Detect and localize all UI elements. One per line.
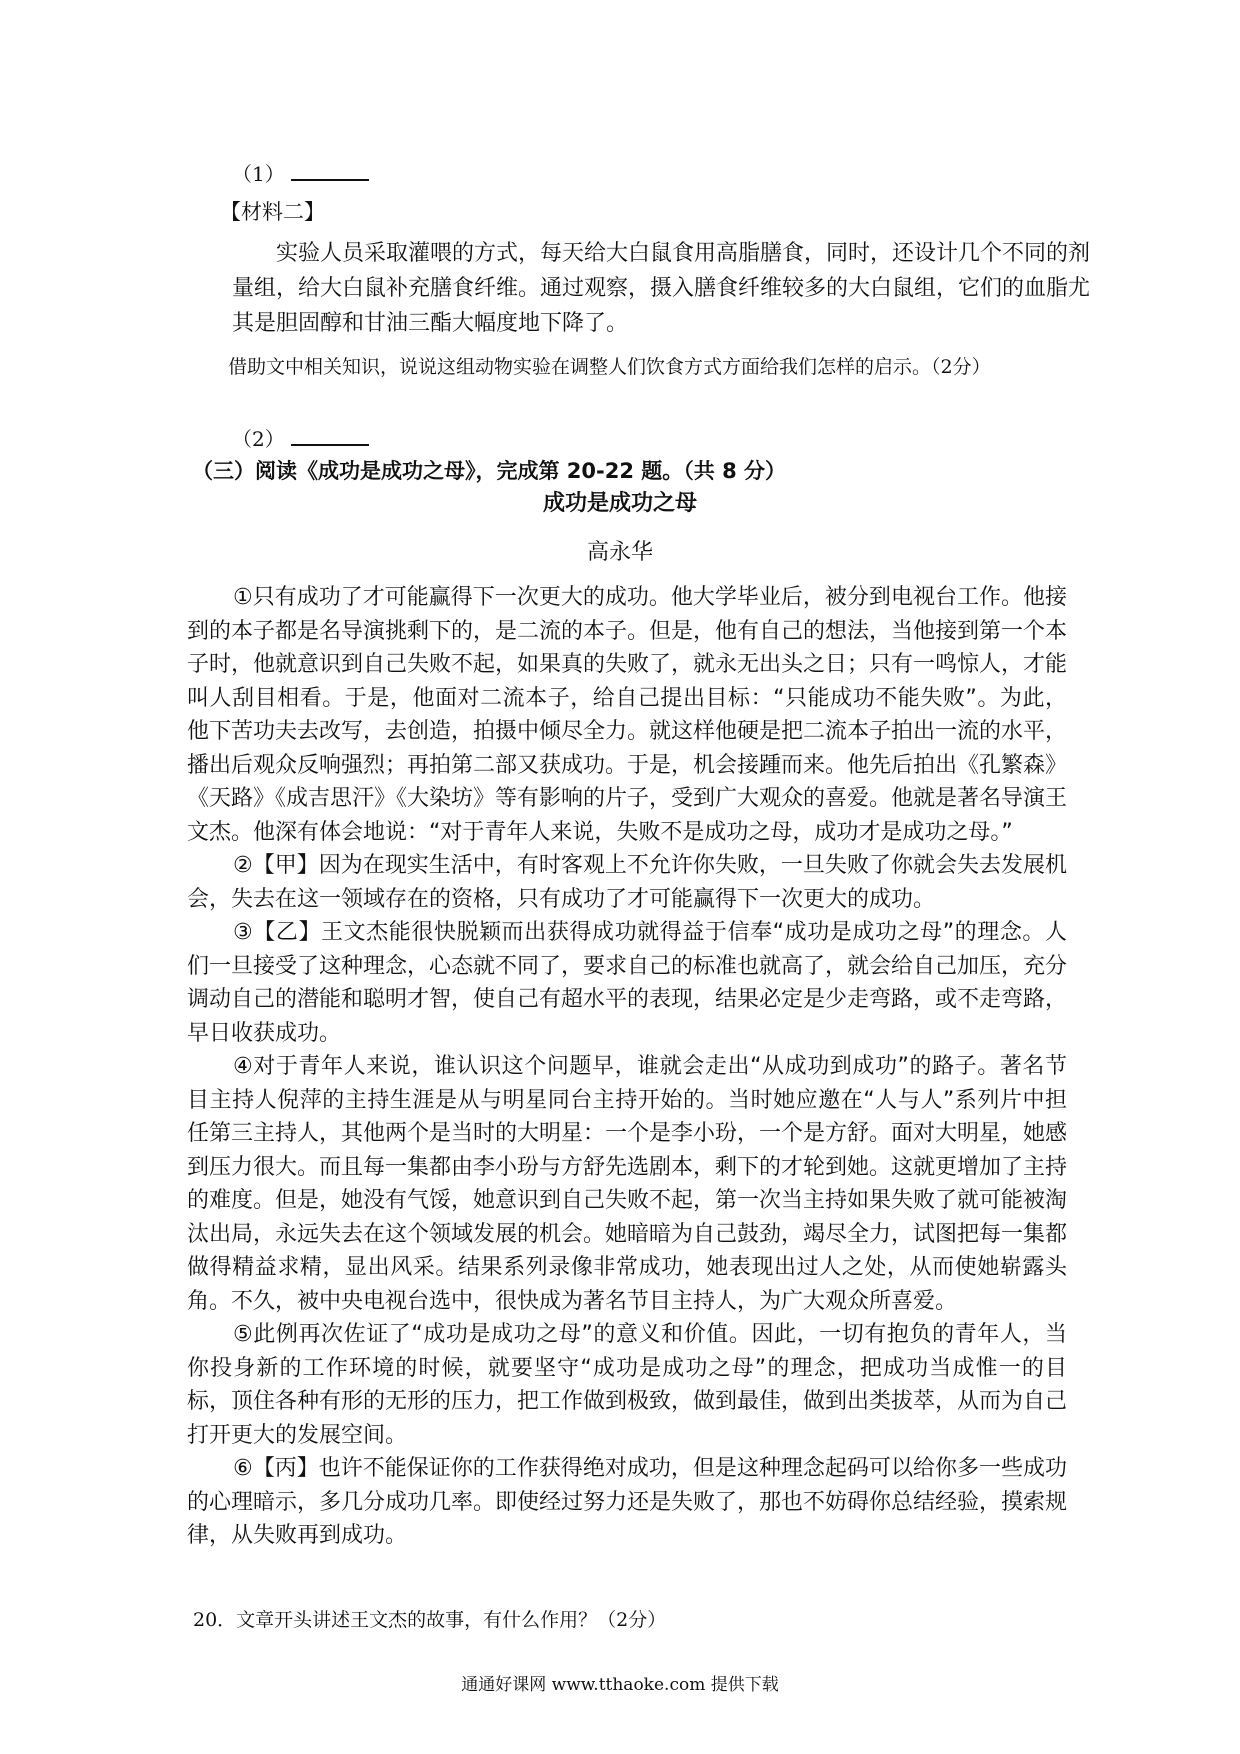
answer-label-2: （2） — [232, 427, 285, 451]
page-footer: 通通好课网 www.tthaoke.com 提供下载 — [461, 1675, 779, 1695]
question-20: 20．文章开头讲述王文杰的故事，有什么作用？（2分） — [193, 1609, 667, 1631]
material2-heading: 【材料二】 — [220, 200, 325, 224]
article-paragraph-2: ②【甲】因为在现实生活中，有时客观上不允许你失败，一旦失败了你就会失去发展机会，失去在这一领域存在的资格，只有成功了才可能赢得下一次更大的成功。 — [187, 853, 1067, 912]
article-paragraph-6: ⑥【丙】也许不能保证你的工作获得绝对成功，但是这种理念起码可以给你多一些成功的心理暗示，多几分成功几率。即使经过努力还是失败了，那也不妨碍你总结经验，摸索规律，从失败再到成功。 — [187, 1456, 1068, 1548]
article-paragraph-1: ①只有成功了才可能赢得下一次更大的成功。他大学毕业后，被分到电视台工作。他接到的本子都是名导演挑剩下的，是二流的本子。但是，他有自己的想法，当他接到第一个本子时，他就意识到自己失败不起，如果真的失败了，就永无出头之日；只有一鸣惊人，才能叫人刮目相看。于是，他面对二流本子，给自己提出目标：“只能成功不能失败”。为此，他下苦功夫去改写，去创造，拍摄中倾尽全力。就这样他硬是把二流本子拍出一流的水平，播出后观众反响强烈；再拍第二部又获成功。于是，机会接踵而来。他先后拍出《孔繁森》《天路》《成吉思汗》《大染坊》等有影响的片子，受到广大观众的喜爱。他就是著名导演王文杰。他深有体会地说：“对于青年人来说，失败不是成功之母，成功才是成功之母。” — [187, 585, 1068, 845]
material2-question: 借助文中相关知识，说说这组动物实验在调整人们饮食方式方面给我们怎样的启示。（2分） — [228, 356, 991, 378]
article-paragraph-5: ⑤此例再次佐证了“成功是成功之母”的意义和价值。因此，一切有抱负的青年人，当你投身新的工作环境的时候，就要坚守“成功是成功之母”的理念，把成功当成惟一的目标，顶住各种有形的无形的压力，把工作做到极致，做到最佳，做到出类拔萃，从而为自己打开更大的发展空间。 — [187, 1322, 1068, 1448]
answer-label-1: （1） — [232, 162, 285, 186]
answer-line-2 — [232, 423, 369, 452]
section3-heading: （三）阅读《成功是成功之母》，完成第 20-22 题。（共 8 分） — [192, 459, 787, 483]
article-body — [187, 581, 1067, 1553]
article-title: 成功是成功之母 — [542, 491, 697, 516]
article-author: 高永华 — [586, 540, 653, 565]
material2-body: 实验人员采取灌喂的方式，每天给大白鼠食用高脂膳食，同时，还设计几个不同的剂量组，给大白鼠补充膳食纤维。通过观察，摄入膳食纤维较多的大白鼠组，它们的血脂尤其是胆固醇和甘油三酯大幅度地下降了。 — [232, 241, 1091, 336]
article-paragraph-4: ④对于青年人来说，谁认识这个问题早，谁就会走出“从成功到成功”的路子。著名节目主持人倪萍的主持生涯是从与明星同台主持开始的。当时她应邀在“人与人”系列片中担任第三主持人，其他两个是当时的大明星：一个是李小玢，一个是方舒。面对大明星，她感到压力很大。而且每一集都由李小玢与方舒先选剧本，剩下的才轮到她。这就更增加了主持的难度。但是，她没有气馁，她意识到自己失败不起，第一次当主持如果失败了就可能被淘汰出局，永远失去在这个领域发展的机会。她暗暗为自己鼓劲，竭尽全力，试图把每一集都做得精益求精，显出风采。结果系列录像非常成功，她表现出过人之处，从而使她崭露头角。不久，被中央电视台选中，很快成为著名节目主持人，为广大观众所喜爱。 — [187, 1054, 1068, 1314]
answer-blank-1 — [291, 177, 369, 181]
answer-line-1 — [232, 158, 369, 187]
answer-blank-2 — [291, 442, 369, 446]
article-paragraph-3: ③【乙】王文杰能很快脱颖而出获得成功就得益于信奉“成功是成功之母”的理念。人们一旦接受了这种理念，心态就不同了，要求自己的标准也就高了，就会给自己加压，充分调动自己的潜能和聪明才智，使自己有超水平的表现，结果必定是少走弯路，或不走弯路，早日收获成功。 — [187, 920, 1068, 1046]
